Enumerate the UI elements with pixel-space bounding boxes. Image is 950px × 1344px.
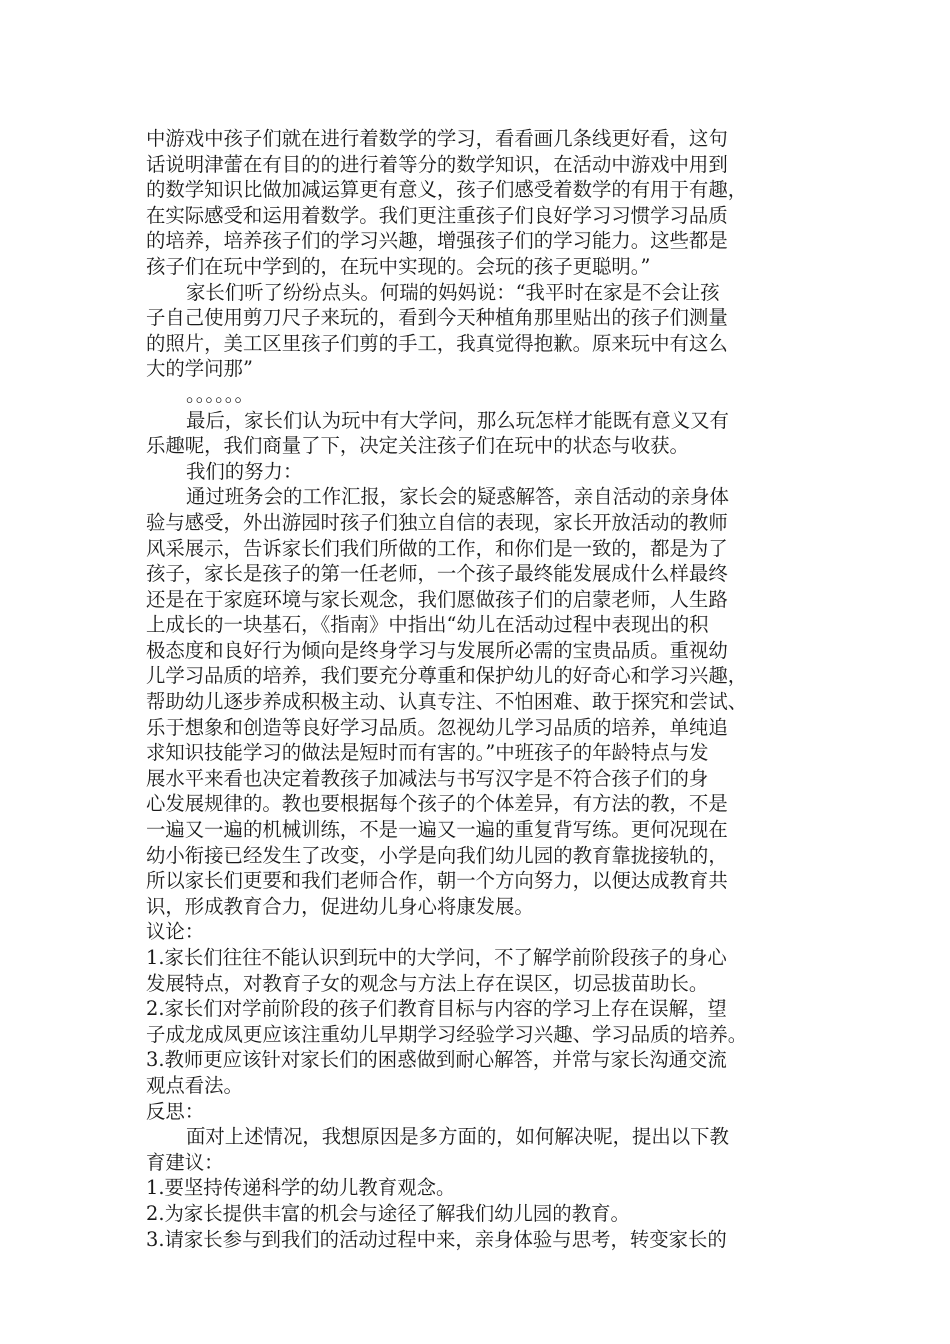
text-line: 心发展规律的。教也要根据每个孩子的个体差异，有方法的教，不是 [146, 792, 728, 816]
text-line: 识，形成教育合力，促进幼儿身心将康发展。 [146, 894, 534, 918]
text-line: 1.要坚持传递科学的幼儿教育观念。 [146, 1176, 456, 1200]
text-line: 一遍又一遍的机械训练，不是一遍又一遍的重复背写练。更何况现在 [146, 818, 728, 842]
text-line: 展水平来看也决定着教孩子加减法与书写汉字是不符合孩子们的身 [146, 766, 709, 790]
text-line: 大的学问那” [146, 357, 253, 381]
text-line: 。。。。。。 [186, 382, 254, 406]
text-line: 还是在于家庭环境与家长观念，我们愿做孩子们的启蒙老师，人生路 [146, 587, 728, 611]
text-line: 育建议： [146, 1150, 224, 1174]
text-line: 风采展示，告诉家长们我们所做的工作，和你们是一致的，都是为了 [146, 536, 728, 560]
text-line: 乐趣呢，我们商量了下，决定关注孩子们在玩中的状态与收获。 [146, 434, 689, 458]
text-line: 帮助幼儿逐步养成积极主动、认真专注、不怕困难、敢于探究和尝试、 [146, 690, 748, 714]
text-line: 孩子们在玩中学到的，在玩中实现的。会玩的孩子更聪明。” [146, 254, 651, 278]
text-line: 通过班务会的工作汇报，家长会的疑惑解答，亲自活动的亲身体 [186, 485, 729, 509]
text-line: 的数学知识比做加减运算更有意义，孩子们感受着数学的有用于有趣， [146, 178, 748, 202]
text-line: 所以家长们更要和我们老师合作，朝一个方向努力，以便达成教育共 [146, 869, 728, 893]
text-line: 儿学习品质的培养，我们要充分尊重和保护幼儿的好奇心和学习兴趣， [146, 664, 748, 688]
text-line: 3.请家长参与到我们的活动过程中来，亲身体验与思考，转变家长的 [146, 1227, 727, 1251]
text-line: 的培养，培养孩子们的学习兴趣，增强孩子们的学习能力。这些都是 [146, 229, 728, 253]
text-line: 在实际感受和运用着数学。我们更注重孩子们良好学习习惯学习品质 [146, 203, 728, 227]
text-line: 幼小衔接已经发生了改变，小学是向我们幼儿园的教育靠拢接轨的， [146, 843, 728, 867]
document-body [146, 126, 816, 1252]
text-line: 我们的努力： [186, 459, 303, 483]
text-line: 观点看法。 [146, 1073, 243, 1097]
text-line: 反思： [146, 1099, 205, 1123]
text-line: 2.为家长提供丰富的机会与途径了解我们幼儿园的教育。 [146, 1201, 630, 1225]
text-line: 发展特点，对教育子女的观念与方法上存在误区，切忌拔苗助长。 [146, 971, 709, 995]
text-line: 家长们听了纷纷点头。何瑞的妈妈说：“我平时在家是不会让孩 [186, 280, 720, 304]
text-line: 极态度和良好行为倾向是终身学习与发展所必需的宝贵品质。重视幼 [146, 638, 728, 662]
text-line: 求知识技能学习的做法是短时而有害的。”中班孩子的年龄特点与发 [146, 741, 709, 765]
text-line: 3.教师更应该针对家长们的困惑做到耐心解答，并常与家长沟通交流 [146, 1048, 727, 1072]
text-line: 的照片，美工区里孩子们剪的手工，我真觉得抱歉。原来玩中有这么 [146, 331, 728, 355]
text-line: 上成长的一块基石，《指南》中指出“幼儿在活动过程中表现出的积 [146, 613, 709, 637]
text-line: 子成龙成凤更应该注重幼儿早期学习经验学习兴趣、学习品质的培养。 [146, 1022, 748, 1046]
text-line: 乐于想象和创造等良好学习品质。忽视幼儿学习品质的培养，单纯追 [146, 715, 728, 739]
text-line: 话说明津蕾在有目的的进行着等分的数学知识，在活动中游戏中用到 [146, 152, 728, 176]
text-line: 议论： [146, 920, 205, 944]
text-line: 1.家长们往往不能认识到玩中的大学问，不了解学前阶段孩子的身心 [146, 946, 727, 969]
text-line: 2.家长们对学前阶段的孩子们教育目标与内容的学习上存在误解，望 [146, 997, 727, 1021]
text-line: 孩子，家长是孩子的第一任老师，一个孩子最终能发展成什么样最终 [146, 562, 728, 586]
text-line: 中游戏中孩子们就在进行着数学的学习，看看画几条线更好看，这句 [146, 127, 728, 150]
text-line: 子自己使用剪刀尺子来玩的，看到今天种植角那里贴出的孩子们测量 [146, 306, 728, 330]
text-line: 面对上述情况，我想原因是多方面的，如何解决呢，提出以下教 [186, 1125, 729, 1149]
text-line: 最后，家长们认为玩中有大学问，那么玩怎样才能既有意义又有 [186, 408, 729, 432]
text-line: 验与感受，外出游园时孩子们独立自信的表现，家长开放活动的教师 [146, 510, 728, 534]
